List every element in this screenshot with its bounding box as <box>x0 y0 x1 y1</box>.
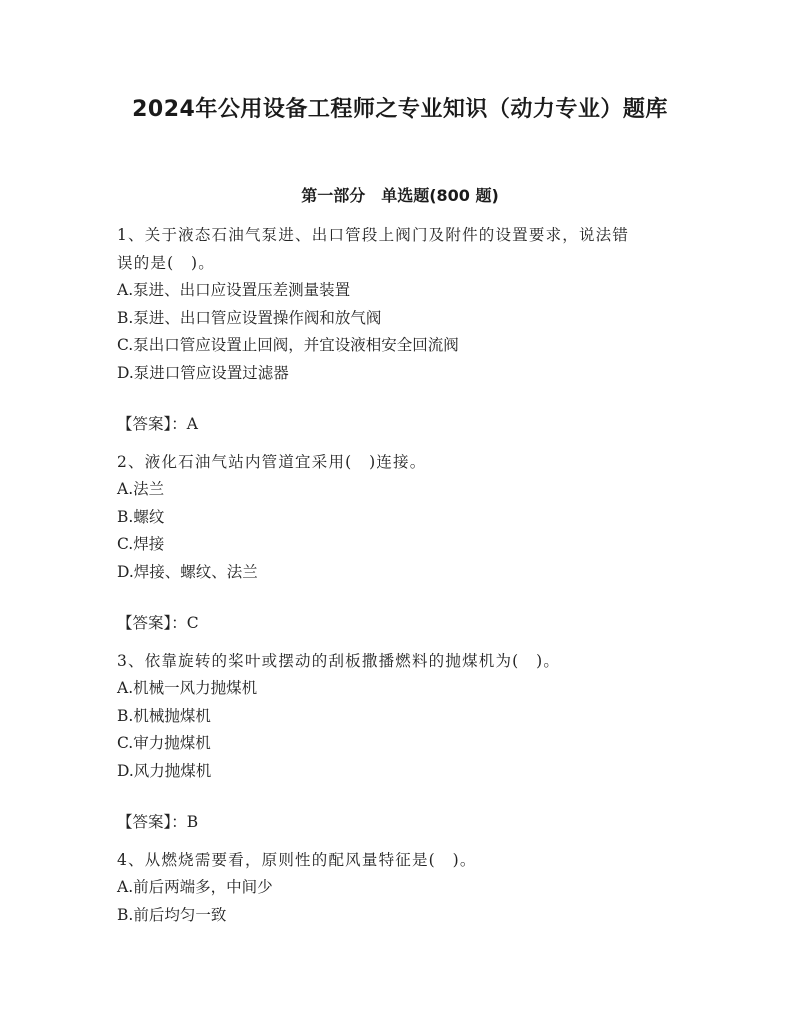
question-stem: 2、液化石油气站内管道宜采用( )连接。 <box>117 452 427 471</box>
answer-value: B <box>186 813 199 831</box>
question-stem: 3、依靠旋转的桨叶或摆动的刮板撒播燃料的抛煤机为( )。 <box>117 651 561 670</box>
option-b: B.机械抛煤机 <box>117 706 211 725</box>
question-list <box>117 222 697 929</box>
document-title: 2024年公用设备工程师之专业知识（动力专业）题库 <box>132 97 668 122</box>
question-block <box>117 648 697 837</box>
answer-value: A <box>186 415 198 433</box>
option-c: C.审力抛煤机 <box>117 734 211 752</box>
question-stem: 1、关于液态石油气泵进、出口管段上阀门及附件的设置要求，说法错 <box>117 226 630 244</box>
answer-value: C <box>186 614 199 632</box>
question-block <box>117 222 697 439</box>
option-b: B.螺纹 <box>117 507 165 526</box>
answer-line <box>117 809 697 837</box>
answer-line <box>117 610 697 638</box>
option-c: C.焊接 <box>117 535 165 553</box>
option-a: A.前后两端多，中间少 <box>117 878 273 896</box>
question-stem-continued: 误的是( )。 <box>117 253 215 272</box>
option-d: D.风力抛煤机 <box>117 761 212 780</box>
answer-label: 【答案】： <box>117 415 187 433</box>
answer-label: 【答案】： <box>117 614 187 632</box>
option-c: C.泵出口管应设置止回阀，并宜设液相安全回流阀 <box>117 336 459 354</box>
option-a: A.机械一风力抛煤机 <box>117 679 258 697</box>
option-b: B.泵进、出口管应设置操作阀和放气阀 <box>117 308 382 327</box>
section-heading: 第一部分 单选题(800 题) <box>301 186 499 205</box>
answer-label: 【答案】： <box>117 813 187 831</box>
answer-line <box>117 411 697 439</box>
option-a: A.泵进、出口应设置压差测量装置 <box>117 281 351 299</box>
option-d: D.泵进口管应设置过滤器 <box>117 363 289 382</box>
option-a: A.法兰 <box>117 480 165 498</box>
question-block <box>117 449 697 638</box>
question-block <box>117 847 697 930</box>
option-d: D.焊接、螺纹、法兰 <box>117 562 258 581</box>
option-b: B.前后均匀一致 <box>117 905 227 924</box>
question-stem: 4、从燃烧需要看，原则性的配风量特征是( )。 <box>117 850 477 869</box>
